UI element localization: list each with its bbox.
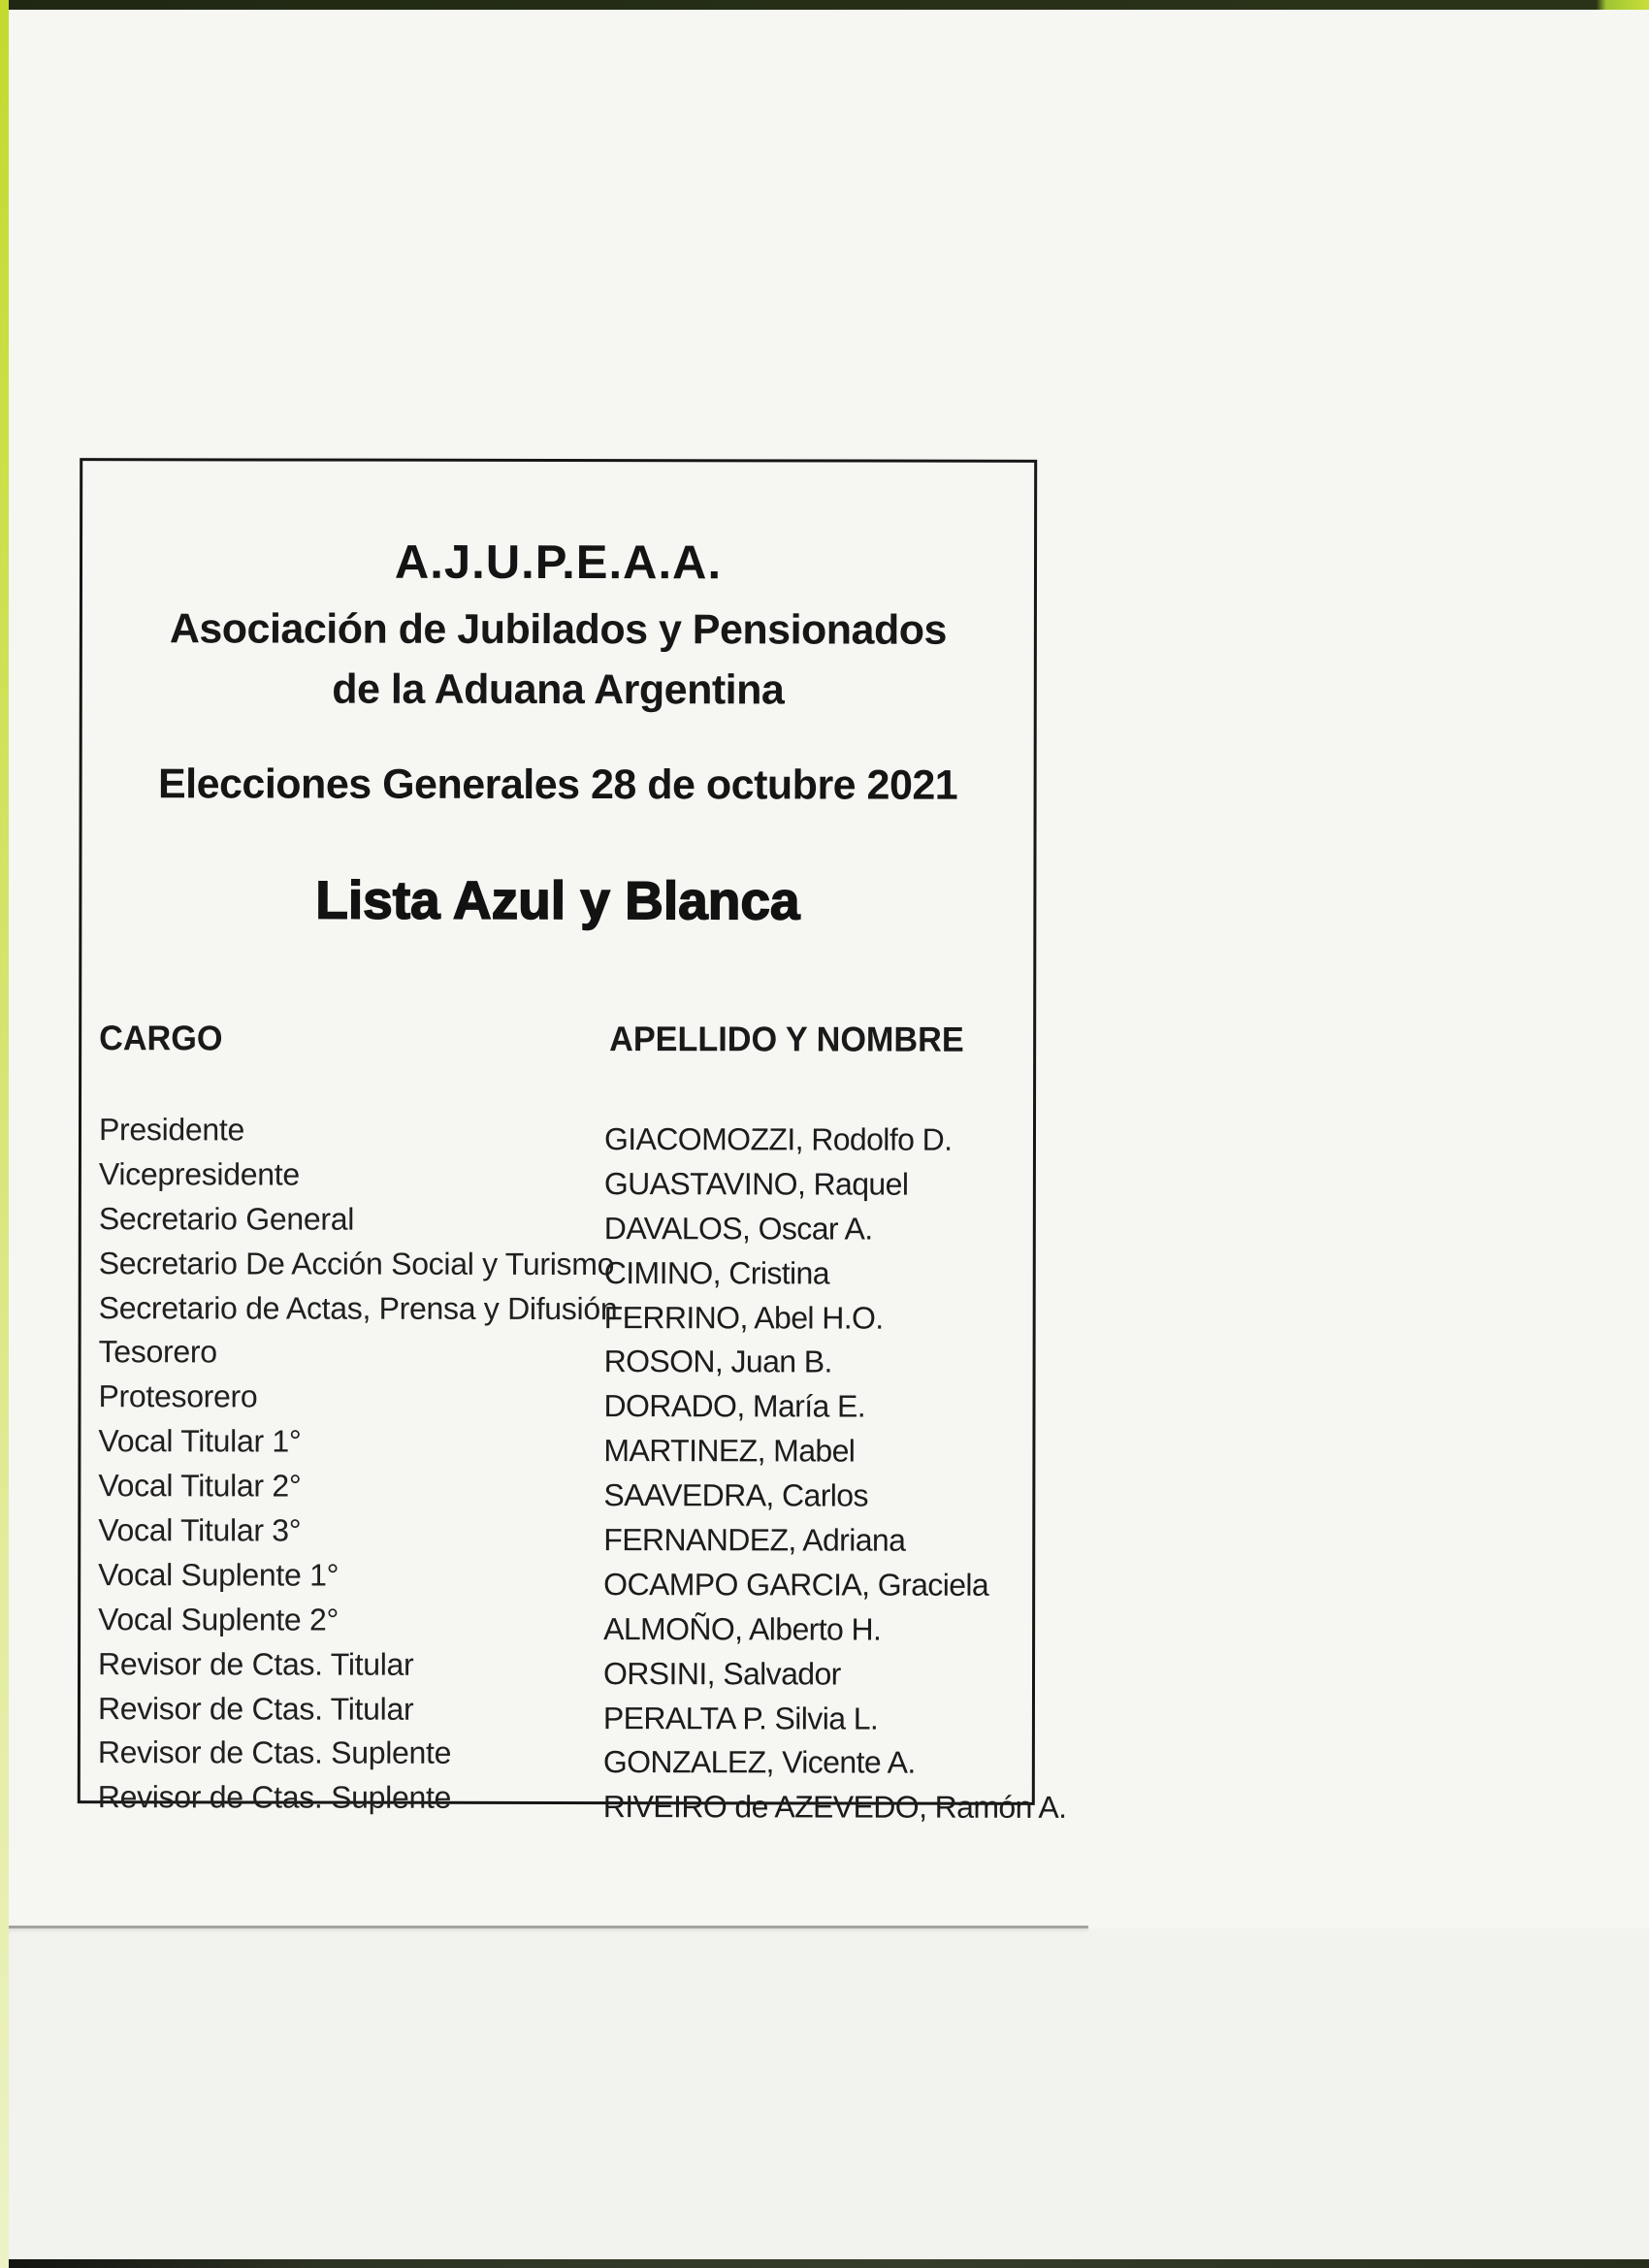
scan-edge-top xyxy=(0,0,1649,10)
cargo-cell: Revisor de Ctas. Titular xyxy=(98,1645,414,1682)
cargo-cell: Vocal Titular 3° xyxy=(98,1512,302,1548)
table-row xyxy=(81,1646,1032,1693)
table-row xyxy=(81,1201,1033,1247)
nombre-cell: GONZALEZ, Vicente A. xyxy=(602,1744,916,1781)
table-row xyxy=(81,1335,1033,1381)
table-row xyxy=(81,1735,1032,1782)
table-row xyxy=(81,1246,1033,1292)
nombre-cell: MARTINEZ, Mabel xyxy=(603,1433,856,1469)
candidates-table xyxy=(81,1112,1067,1826)
nombre-cell: GIACOMOZZI, Rodolfo D. xyxy=(603,1121,953,1157)
table-row xyxy=(81,1290,1033,1337)
cargo-cell: Vocal Titular 2° xyxy=(98,1468,302,1504)
cargo-cell: Presidente xyxy=(98,1112,245,1148)
nombre-cell: ALMOÑO, Alberto H. xyxy=(603,1610,882,1647)
org-name-line1: Asociación de Jubilados y Pensionados xyxy=(169,605,947,654)
nombre-cell: ORSINI, Salvador xyxy=(602,1655,841,1692)
org-abbreviation: A.J.U.P.E.A.A. xyxy=(394,535,723,590)
cargo-cell: Vicepresidente xyxy=(98,1156,300,1192)
table-row xyxy=(81,1112,1033,1158)
scanner-lid-area xyxy=(0,1928,1649,2268)
nombre-cell: FERRINO, Abel H.O. xyxy=(603,1299,884,1336)
cargo-cell: Secretario General xyxy=(98,1200,355,1237)
cargo-cell: Vocal Suplente 2° xyxy=(98,1601,340,1637)
cargo-cell: Vocal Suplente 1° xyxy=(98,1557,340,1593)
document-border-box xyxy=(78,458,1067,1826)
column-header-cargo: CARGO xyxy=(99,1018,223,1058)
table-row xyxy=(81,1468,1032,1514)
column-header-nombre: APELLIDO Y NOMBRE xyxy=(609,1019,964,1059)
table-row xyxy=(81,1602,1032,1648)
cargo-cell: Vocal Titular 1° xyxy=(98,1423,302,1459)
cargo-cell: Secretario de Actas, Prensa y Difusión xyxy=(98,1289,618,1326)
nombre-cell: ROSON, Juan B. xyxy=(603,1344,832,1379)
cargo-cell: Revisor de Ctas. Titular xyxy=(97,1690,414,1727)
nombre-cell: CIMINO, Cristina xyxy=(603,1254,829,1291)
cargo-cell: Protesorero xyxy=(98,1378,258,1414)
cargo-cell: Revisor de Ctas. Suplente xyxy=(97,1734,452,1771)
cargo-cell: Secretario De Acción Social y Turismo xyxy=(98,1245,615,1281)
nombre-cell: GUASTAVINO, Raquel xyxy=(603,1165,909,1202)
cargo-cell: Revisor de Ctas. Suplente xyxy=(97,1779,452,1816)
table-row xyxy=(81,1691,1032,1737)
list-name-title: Lista Azul y Blanca xyxy=(315,869,800,931)
scan-edge-left xyxy=(0,0,9,2268)
scan-edge-bottom xyxy=(0,2259,1649,2268)
nombre-cell: SAAVEDRA, Carlos xyxy=(603,1477,868,1513)
paper-edge-shadow xyxy=(0,1926,1088,1928)
nombre-cell: FERNANDEZ, Adriana xyxy=(603,1522,906,1558)
table-row xyxy=(81,1779,1067,1827)
nombre-cell: DAVALOS, Oscar A. xyxy=(603,1210,873,1247)
table-row xyxy=(81,1557,1032,1604)
nombre-cell: DORADO, María E. xyxy=(603,1388,866,1424)
nombre-cell: RIVEIRO de AZEVEDO, Ramón A. xyxy=(602,1789,1067,1826)
table-row xyxy=(81,1378,1032,1425)
election-title: Elecciones Generales 28 de octubre 2021 xyxy=(157,761,958,809)
table-row xyxy=(81,1156,1033,1203)
org-name-line2: de la Aduana Argentina xyxy=(332,665,785,714)
nombre-cell: OCAMPO GARCIA, Graciela xyxy=(603,1566,989,1603)
table-row xyxy=(81,1512,1032,1559)
cargo-cell: Tesorero xyxy=(98,1334,217,1370)
nombre-cell: PERALTA P. Silvia L. xyxy=(602,1700,879,1736)
table-row xyxy=(81,1423,1032,1470)
